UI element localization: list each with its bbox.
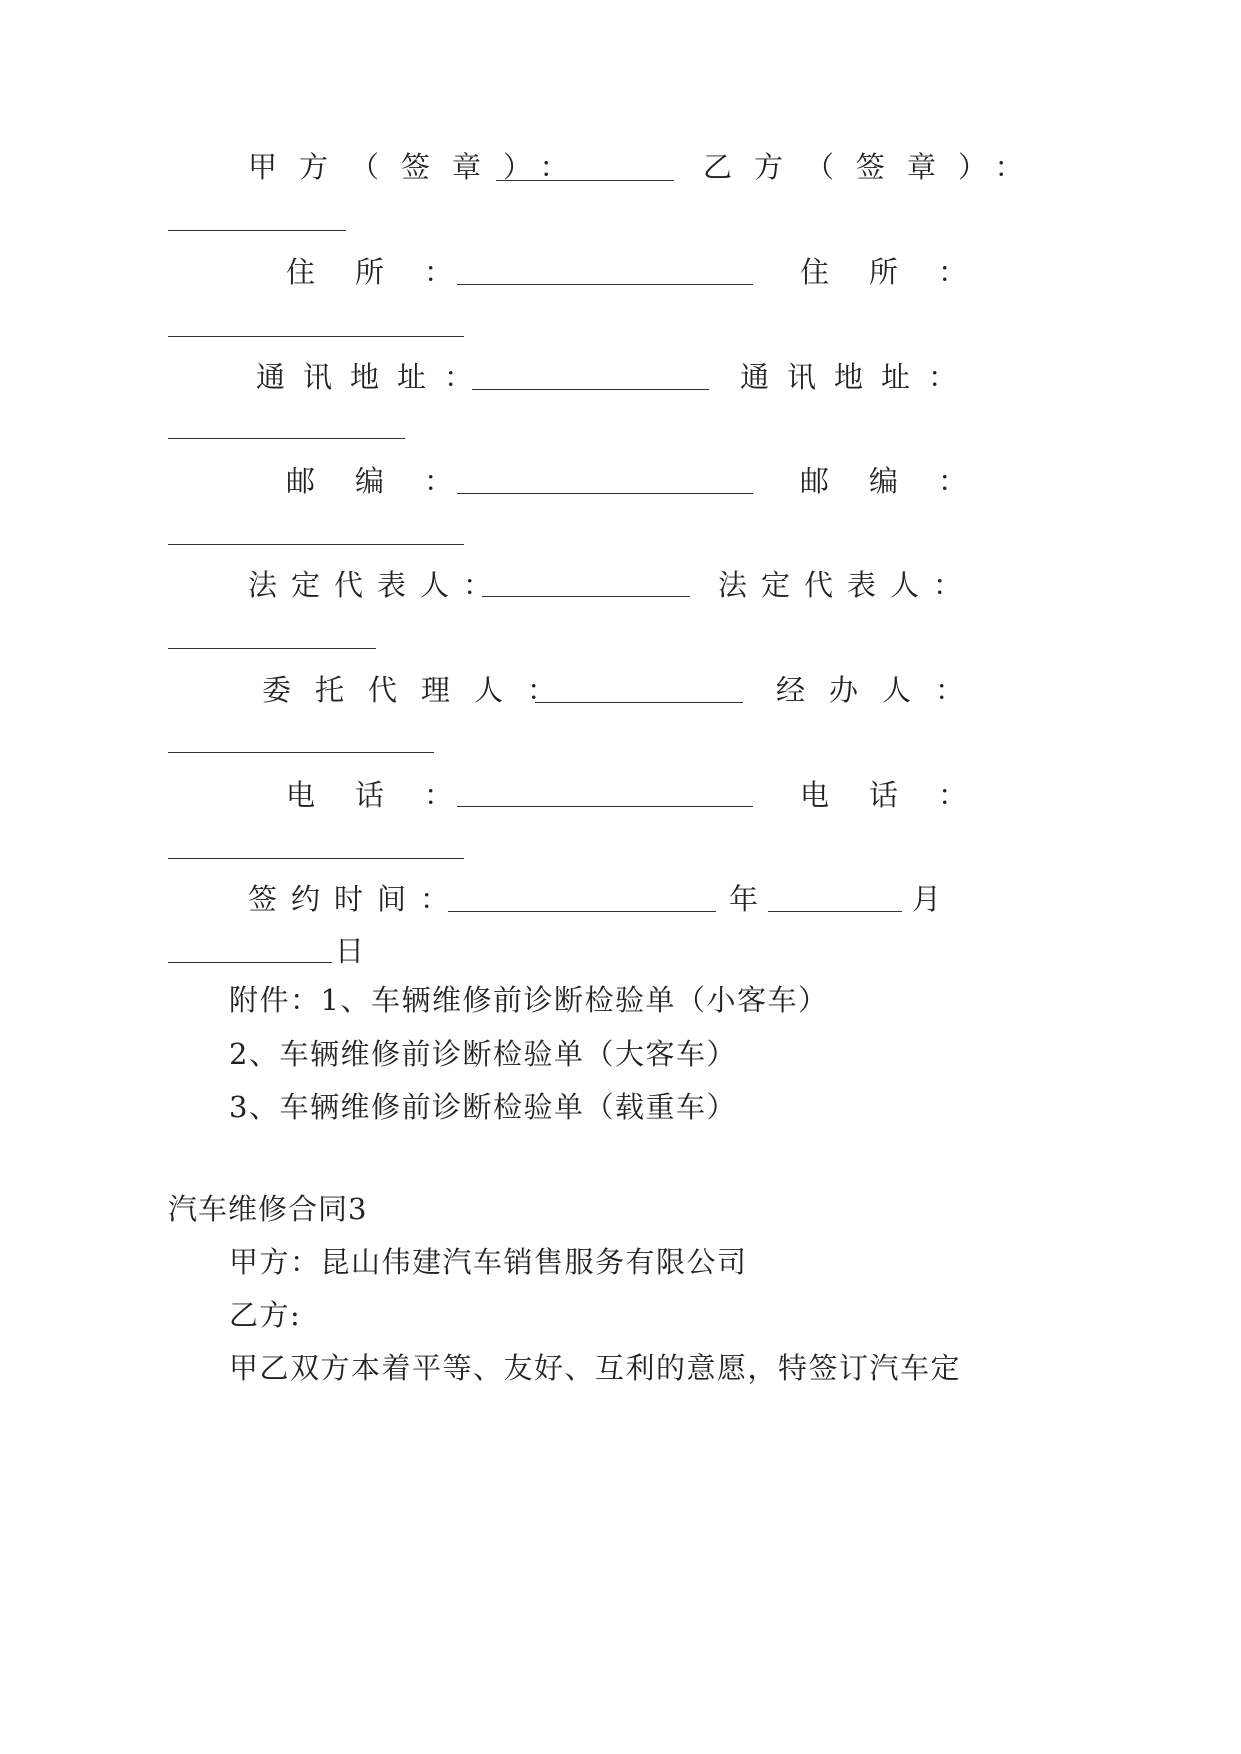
party-b-mailing-blank	[168, 438, 405, 439]
party-a-mailing-label: 通讯地址：	[256, 360, 492, 394]
year-label: 年	[729, 882, 759, 916]
party-b-postcode-label: 邮编：	[800, 464, 1008, 498]
contract3-title: 汽车维修合同3	[168, 1192, 368, 1226]
party-a-phone-label: 电话：	[286, 778, 494, 812]
signing-day-blank	[168, 962, 332, 963]
contract3-party-a: 甲方：昆山伟建汽车销售服务有限公司	[229, 1245, 748, 1279]
party-a-mailing-blank	[472, 389, 709, 390]
attachment-item-3: 3、车辆维修前诊断检验单（载重车）	[229, 1090, 737, 1124]
contract3-party-b: 乙方:	[229, 1298, 302, 1332]
party-a-agent-blank	[535, 702, 743, 703]
party-a-agent-label: 委托代理人：	[262, 673, 581, 707]
party-b-legal-rep-blank	[168, 648, 376, 649]
signing-date-label: 签约时间：	[248, 882, 464, 916]
party-b-phone-label: 电话：	[800, 778, 1008, 812]
attachment-item-1: 附件：1、车辆维修前诊断检验单（小客车）	[229, 983, 829, 1017]
party-a-sign-label: 甲方（签章）：	[248, 150, 591, 184]
attachment-item-2: 2、车辆维修前诊断检验单（大客车）	[229, 1037, 737, 1071]
party-b-sign-label: 乙方（签章）：	[703, 150, 1046, 184]
party-b-legal-rep-label: 法定代表人：	[718, 568, 977, 602]
party-a-address-label: 住所：	[286, 255, 494, 289]
party-b-postcode-blank	[168, 544, 464, 545]
party-b-address-label: 住所：	[800, 255, 1008, 289]
party-a-postcode-blank	[457, 493, 753, 494]
party-a-sign-blank	[496, 180, 674, 181]
party-b-handler-label: 经办人：	[776, 673, 989, 707]
signing-year-blank	[448, 911, 716, 912]
party-b-address-blank	[168, 336, 464, 337]
party-a-legal-rep-blank	[482, 596, 690, 597]
month-label: 月	[912, 882, 942, 916]
signing-month-blank	[768, 911, 902, 912]
party-b-phone-blank	[168, 858, 464, 859]
party-b-mailing-label: 通讯地址：	[740, 360, 976, 394]
party-a-postcode-label: 邮编：	[286, 464, 494, 498]
party-a-legal-rep-label: 法定代表人：	[248, 568, 507, 602]
party-b-handler-blank	[168, 752, 434, 753]
day-label: 日	[335, 934, 365, 968]
party-a-phone-blank	[457, 806, 753, 807]
contract3-intro: 甲乙双方本着平等、友好、互利的意愿，特签订汽车定	[229, 1351, 962, 1385]
party-a-address-blank	[457, 284, 753, 285]
party-b-sign-blank	[168, 230, 346, 231]
